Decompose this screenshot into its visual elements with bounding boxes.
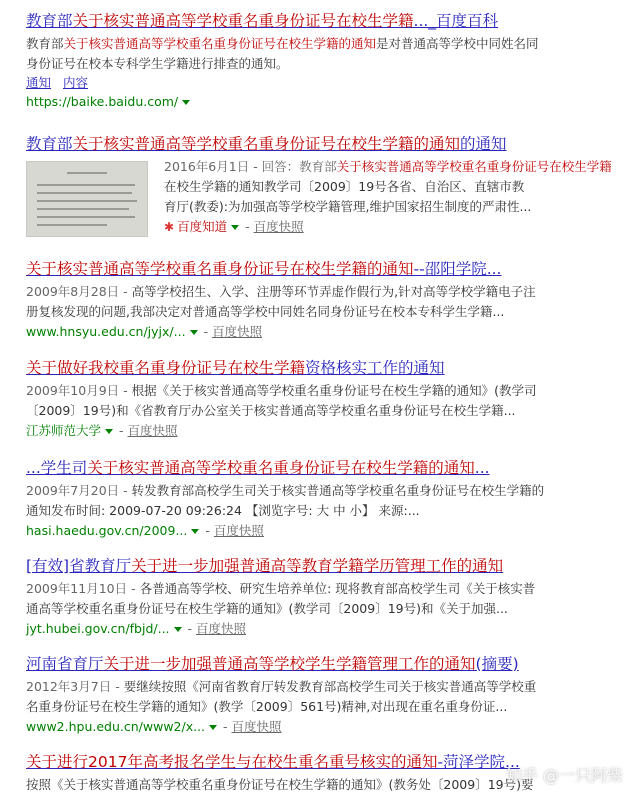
result-abstract: 2012年3月7日 - 要继续按照《河南省教育厅转发教育部高校学生司关于核实普通高等学校重 名重身份证号在校生学籍的通知》(教学〔2009〕561号)精神,对出现在重名重身份证... xyxy=(26,679,537,714)
search-result xyxy=(26,555,626,639)
cache-link[interactable]: 百度快照 xyxy=(253,219,304,234)
dropdown-arrow-icon[interactable] xyxy=(209,725,217,730)
dropdown-arrow-icon[interactable] xyxy=(190,330,198,335)
tag-link[interactable]: 通知 xyxy=(26,75,52,90)
result-url[interactable]: www2.hpu.edu.cn/www2/x... xyxy=(26,719,206,734)
result-url[interactable]: www.hnsyu.edu.cn/jyjx/... xyxy=(26,324,186,339)
result-url[interactable]: 江苏师范大学 xyxy=(26,423,102,438)
result-thumbnail[interactable] xyxy=(26,161,148,237)
zhidao-icon: ✱ xyxy=(164,220,175,234)
zhihu-watermark: 知乎 @一只阿柴 xyxy=(505,766,623,785)
search-result xyxy=(26,653,626,737)
result-title[interactable]: 河南省育厅关于进一步加强普通高等学校学生学籍管理工作的通知(摘要) xyxy=(26,655,519,673)
dropdown-arrow-icon[interactable] xyxy=(182,100,190,105)
result-source[interactable]: 百度知道 xyxy=(177,219,228,234)
search-result xyxy=(26,10,626,112)
result-title[interactable]: 关于做好我校重名重身份证号在校生学籍资格核实工作的通知 xyxy=(26,359,445,377)
result-meta: ✱ 百度知道 - 百度快照 xyxy=(164,219,304,234)
cache-link[interactable]: 百度快照 xyxy=(231,719,282,734)
result-abstract: 2009年7月20日 - 转发教育部高校学生司关于核实普通高等学校重名重身份证号在校生学籍的 通知发布时间: 2009-07-20 09:26:24 【浏览字号: 大 中 小】 来源:... xyxy=(26,483,545,518)
cache-link[interactable]: 百度快照 xyxy=(212,324,263,339)
dropdown-arrow-icon[interactable] xyxy=(105,429,113,434)
result-title[interactable]: 教育部关于核实普通高等学校重名重身份证号在校生学籍..._百度百科 xyxy=(26,12,499,30)
result-meta: 江苏师范大学 - 百度快照 xyxy=(26,423,178,438)
result-meta: jyt.hubei.gov.cn/fbjd/... - 百度快照 xyxy=(26,621,247,636)
search-result xyxy=(26,357,626,441)
tag-link[interactable]: 内容 xyxy=(63,75,89,90)
result-meta: hasi.haedu.gov.cn/2009... - 百度快照 xyxy=(26,523,264,538)
result-meta xyxy=(26,92,626,112)
cache-link[interactable]: 百度快照 xyxy=(213,523,264,538)
dropdown-arrow-icon[interactable] xyxy=(231,225,239,230)
dropdown-arrow-icon[interactable] xyxy=(191,529,199,534)
result-tags xyxy=(26,74,626,92)
result-meta: www.hnsyu.edu.cn/jyjx/... - 百度快照 xyxy=(26,324,263,339)
result-title[interactable]: 教育部关于核实普通高等学校重名重身份证号在校生学籍的通知的通知 xyxy=(26,135,507,153)
search-result xyxy=(26,258,626,342)
result-abstract: 按照《关于核实普通高等学校重名重身份证号在校生学籍的通知》(教务处〔2009〕19号)要 xyxy=(26,777,534,792)
result-title[interactable]: 关于核实普通高等学校重名重身份证号在校生学籍的通知--邵阳学院... xyxy=(26,260,502,278)
search-result xyxy=(26,133,626,237)
dropdown-arrow-icon[interactable] xyxy=(174,627,182,632)
result-abstract: 2009年11月10日 - 各普通高等学校、研究生培养单位: 现将教育部高校学生司《关于核实普 通高等学校重名重身份证号在校生学籍的通知》(教学司〔2009〕19号)和《关于加强... xyxy=(26,581,536,616)
result-abstract: 2009年10月9日 - 根据《关于核实普通高等学校重名重身份证号在校生学籍的通知》(教学司 〔2009〕19号)和《省教育厅办公室关于核实普通高等学校重名重身份证号在校生学籍... xyxy=(26,383,537,418)
result-abstract: 2009年8月28日 - 高等学校招生、入学、注册等环节弄虚作假行为,针对高等学校学籍电子注 册复核发现的问题,我部决定对普通高等学校中同姓名同身份证号在校本专科学生学籍... xyxy=(26,284,536,319)
result-title[interactable]: ...学生司关于核实普通高等学校重名重身份证号在校生学籍的通知... xyxy=(26,459,490,477)
cache-link[interactable]: 百度快照 xyxy=(196,621,247,636)
result-meta: www2.hpu.edu.cn/www2/x... - 百度快照 xyxy=(26,719,282,734)
result-abstract: 教育部关于核实普通高等学校重名重身份证号在校生学籍的通知是对普通高等学校中同姓名同 身份证号在校本专科学生学籍进行排查的通知。 xyxy=(26,36,539,71)
result-url[interactable]: https://baike.baidu.com/ xyxy=(26,94,179,109)
result-abstract: 2016年6月1日 - 回答：教育部关于核实普通高等学校重名重身份证号在校生学籍 在校生学籍的通知教学司〔2009〕19号各省、自治区、直辖市教 育厅(教委):为加强高等学校学籍管理,维护国家招生制度的严肃性... xyxy=(164,159,612,214)
result-title[interactable]: [有效]省教育厅关于进一步加强普通高等教育学籍学历管理工作的通知 xyxy=(26,557,504,575)
cache-link[interactable]: 百度快照 xyxy=(127,423,178,438)
result-title[interactable]: 关于进行2017年高考报名学生与在校生重名重号核实的通知-菏泽学院... xyxy=(26,753,520,771)
search-result xyxy=(26,457,626,541)
result-url[interactable]: hasi.haedu.gov.cn/2009... xyxy=(26,523,188,538)
result-url[interactable]: jyt.hubei.gov.cn/fbjd/... xyxy=(26,621,170,636)
